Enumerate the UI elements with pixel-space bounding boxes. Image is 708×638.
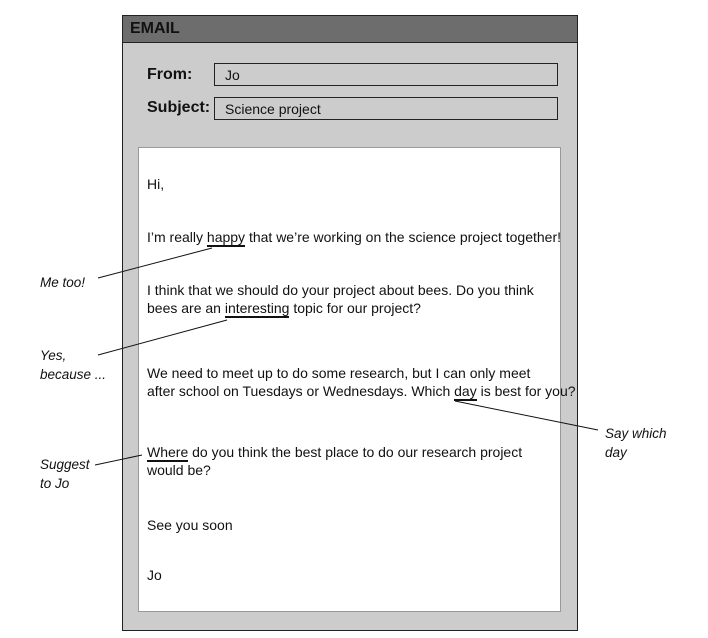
note-suggest	[40, 455, 90, 493]
leader-line-me-too	[98, 248, 212, 278]
underlined-interesting: interesting	[224, 300, 290, 316]
from-label: From:	[147, 66, 193, 83]
text: Suggest	[40, 457, 90, 472]
signature: Jo	[147, 567, 162, 583]
text: to Jo	[40, 476, 70, 491]
underlined-day: day	[454, 383, 477, 399]
text: I’m really	[147, 229, 207, 245]
text: that we’re working on the science project together!	[245, 229, 562, 245]
underlined-where: Where	[147, 444, 189, 460]
leader-line-say-day	[455, 401, 598, 430]
text: topic for our project?	[289, 300, 421, 316]
note-yes-because	[40, 346, 106, 384]
text: because ...	[40, 367, 107, 382]
text: is best for you?	[476, 383, 576, 399]
text: day	[605, 445, 627, 460]
from-field[interactable]: Jo	[214, 63, 558, 86]
leader-line-yes-because	[98, 320, 227, 355]
text: Say which	[605, 426, 667, 441]
underlined-happy: happy	[206, 229, 246, 245]
subject-field[interactable]: Science project	[214, 97, 558, 120]
text: bees are an	[147, 300, 225, 316]
text: would be?	[147, 462, 211, 478]
text: I think that we should do your project about bees. Do you think	[147, 282, 534, 298]
text: Yes,	[40, 348, 67, 363]
text: do you think the best place to do our research project	[188, 444, 523, 460]
note-say-which-day	[605, 424, 667, 462]
text: We need to meet up to do some research, but I can only meet	[147, 365, 531, 381]
subject-label: Subject:	[147, 99, 211, 116]
email-title: EMAIL	[130, 20, 180, 37]
closing: See you soon	[147, 517, 233, 533]
leader-line-suggest	[95, 455, 142, 465]
text: after school on Tuesdays or Wednesdays. Which	[147, 383, 455, 399]
note-me-too: Me too!	[40, 275, 86, 290]
greeting: Hi,	[147, 176, 165, 192]
